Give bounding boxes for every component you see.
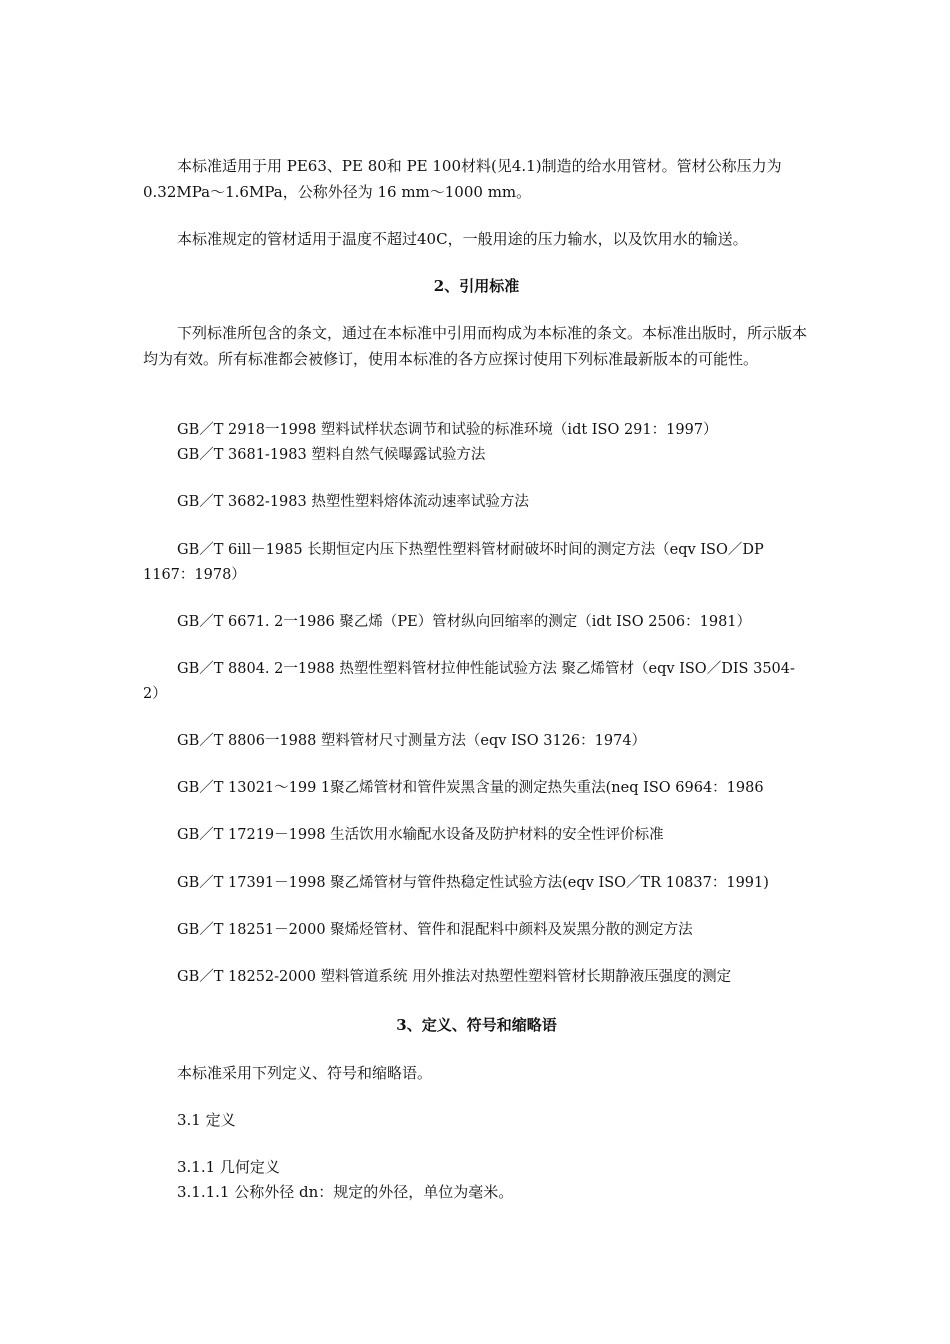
reference-item: GB／T 18251－2000 聚烯烃管材、管件和混配料中颜料及炭黑分散的测定方法 <box>177 922 693 938</box>
section-2-paragraph: 下列标准所包含的条文，通过在本标准中引用而构成为本标准的条文。本标准出版时，所示版本均为有效。所有标准都会被修订，使用本标准的各方应探讨使用下列标准最新版本的可能性。 <box>143 324 808 368</box>
section-2-heading: 2、引用标准 <box>433 277 520 295</box>
subsection-3-1: 3.1 定义 <box>177 1111 236 1129</box>
section-3-paragraph: 本标准采用下列定义、符号和缩略语。 <box>177 1064 433 1082</box>
reference-item: GB／T 3681-1983 塑料自然气候曝露试验方法 <box>177 447 486 463</box>
reference-item: GB／T 2918一1998 塑料试样状态调节和试验的标准环境（idt ISO 291：1997） <box>177 422 718 438</box>
section-3-heading: 3、定义、符号和缩略语 <box>396 1016 557 1034</box>
reference-item: GB／T 17219－1998 生活饮用水输配水设备及防护材料的安全性评价标准 <box>177 827 664 843</box>
reference-item: GB／T 6ill－1985 长期恒定内压下热塑性塑料管材耐破坏时间的测定方法（eqv ISO／DP 1167：1978） <box>143 542 769 583</box>
reference-item: GB／T 18252-2000 塑料管道系统 用外推法对热塑性塑料管材长期静液压强度的测定 <box>177 969 732 985</box>
reference-item: GB／T 8806一1988 塑料管材尺寸测量方法（eqv ISO 3126：1974） <box>177 733 647 749</box>
reference-item: GB／T 17391－1998 聚乙烯管材与管件热稳定性试验方法(eqv ISO／TR 10837：1991) <box>177 875 769 891</box>
subsection-3-1-1: 3.1.1 几何定义 <box>177 1158 280 1176</box>
reference-item: GB／T 13021～199 1聚乙烯管材和管件炭黑含量的测定热失重法(neq ISO 6964：1986 <box>177 780 764 796</box>
intro-paragraph-2: 本标准规定的管材适用于温度不超过40C，一般用途的压力输水，以及饮用水的输送。 <box>177 230 748 248</box>
reference-item: GB／T 3682-1983 热塑性塑料熔体流动速率试验方法 <box>177 494 529 510</box>
reference-item: GB／T 8804. 2一1988 热塑性塑料管材拉伸性能试验方法 聚乙烯管材（eqv ISO／DIS 3504-2） <box>143 661 795 702</box>
intro-paragraph-1: 本标准适用于用 PE63、PE 80和 PE 100材料(见4.1)制造的给水用管材。管材公称压力为0.32MPa～1.6MPa，公称外径为 16 mm～1000 mm。 <box>143 157 782 201</box>
subsection-3-1-1-1: 3.1.1.1 公称外径 dn：规定的外径，单位为毫米。 <box>177 1183 514 1201</box>
reference-item: GB／T 6671. 2一1986 聚乙烯（PE）管材纵向回缩率的测定（idt ISO 2506：1981） <box>177 614 752 630</box>
